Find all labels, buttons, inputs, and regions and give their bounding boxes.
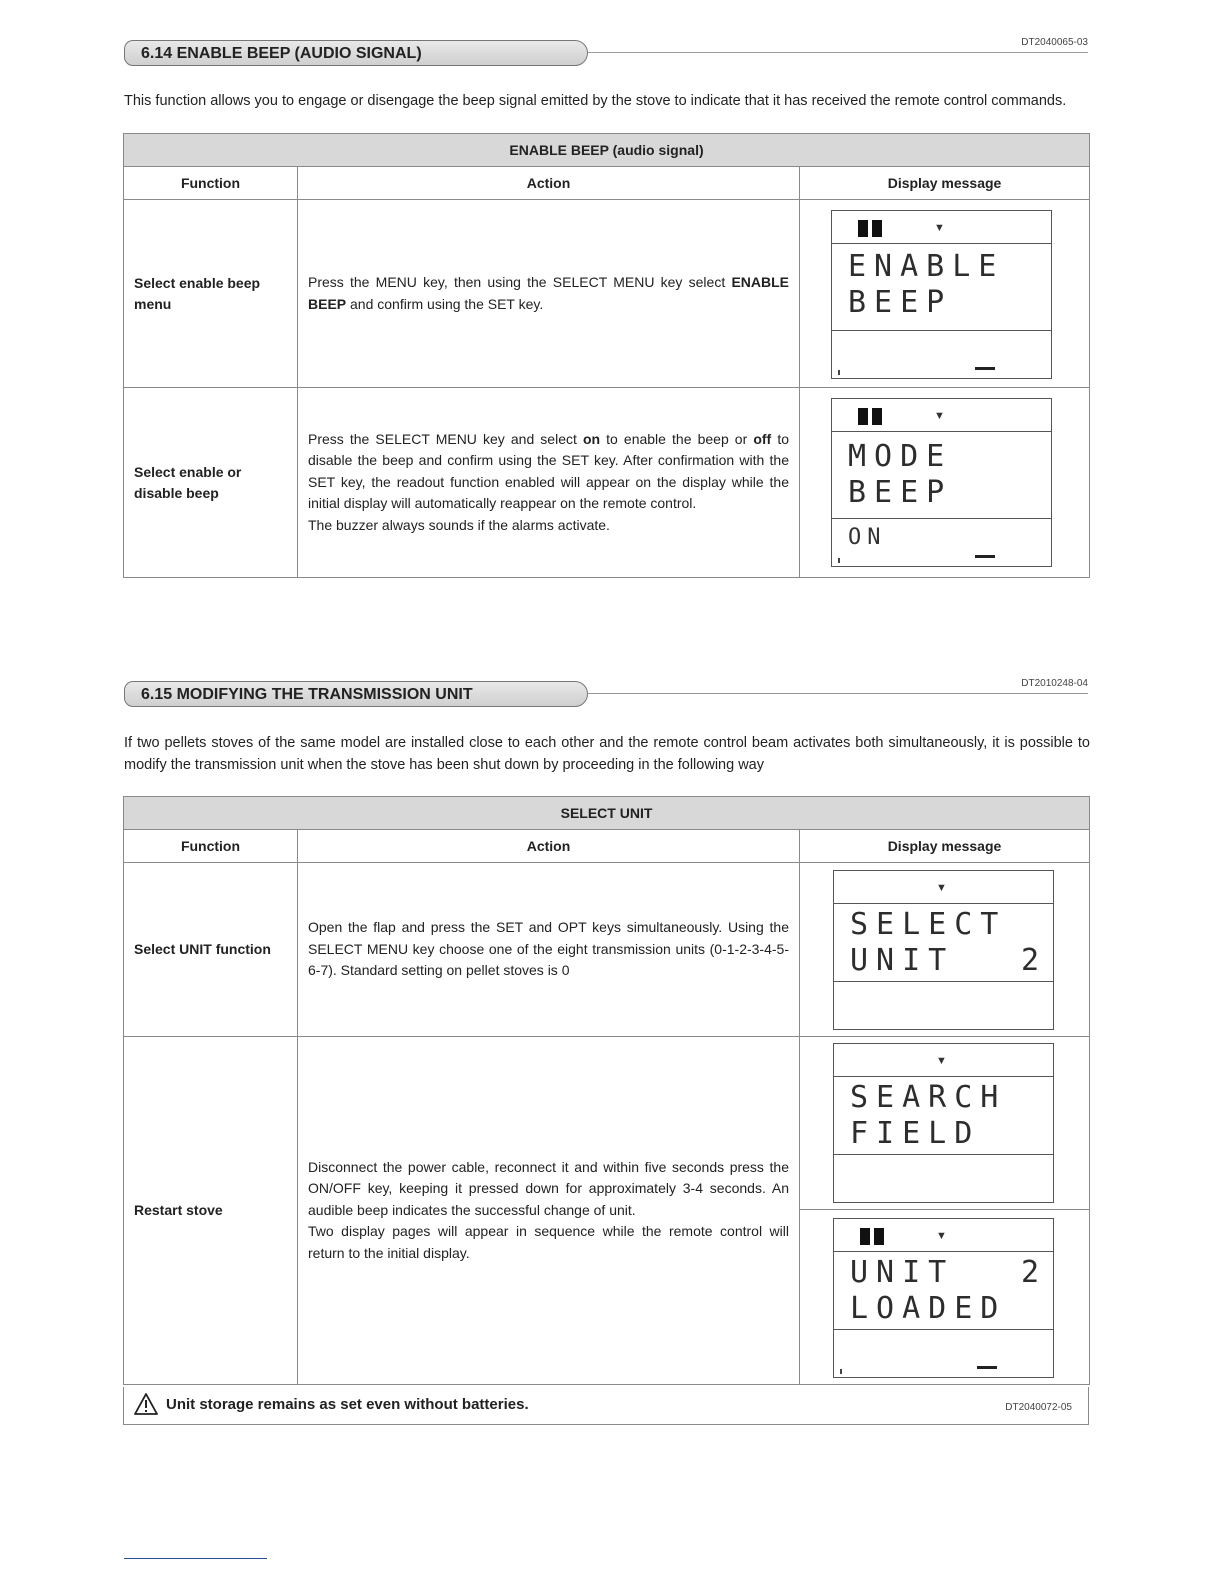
- section-intro: This function allows you to engage or disengage the beep signal emitted by the stove to indicate that it has received the remote control commands.: [124, 93, 1067, 109]
- figure-code: DT2040065-03: [1021, 37, 1088, 48]
- lcd-line-2: BEEP: [848, 285, 953, 320]
- battery-icon: [860, 1228, 888, 1248]
- column-header-action: Action: [298, 830, 800, 863]
- signal-dash-icon: [975, 367, 995, 370]
- function-cell: Select enable beep menu: [124, 200, 298, 388]
- column-header-display: Display message: [800, 830, 1090, 863]
- footer-rule: [124, 1558, 267, 1559]
- display-cell: [800, 388, 1090, 578]
- section-header-6-15: [124, 678, 1088, 711]
- display-cell: [800, 1037, 1090, 1385]
- signal-dash-icon: [977, 1366, 997, 1369]
- action-cell: Press the MENU key, then using the SELECT MENU key select ENABLE BEEP and confirm using the SET key.: [298, 200, 800, 388]
- enable-beep-table: [123, 133, 1090, 578]
- column-header-function: Function: [124, 830, 298, 863]
- lcd-line-1: UNIT: [850, 1255, 955, 1290]
- lcd-line-2: UNIT: [850, 943, 955, 978]
- signal-dash-icon: [975, 555, 995, 558]
- lcd-unit-value: 2: [1020, 943, 1039, 978]
- antenna-icon: ▼: [934, 222, 945, 234]
- section-title: 6.14 ENABLE BEEP (AUDIO SIGNAL): [124, 40, 588, 66]
- lcd-line-1: MODE: [848, 439, 953, 474]
- action-cell: Open the flap and press the SET and OPT keys simultaneously. Using the SELECT MENU key choose one of the eight transmission units (0-1-2-3-4-5-6-7). Standard setting on pellet stoves is 0: [298, 863, 800, 1037]
- table-row: [124, 388, 1090, 578]
- lcd-unit-value: 2: [1020, 1255, 1039, 1290]
- table-caption: SELECT UNIT: [124, 797, 1090, 830]
- figure-code: DT2040072-05: [1005, 1402, 1072, 1413]
- section-rule: [588, 693, 1088, 694]
- lcd-line-1: SEARCH: [850, 1080, 1007, 1115]
- lcd-display-loaded: [833, 1218, 1054, 1378]
- antenna-icon: ▼: [936, 1230, 947, 1242]
- column-header-display: Display message: [800, 167, 1090, 200]
- antenna-icon: ▼: [936, 1055, 947, 1067]
- footnote-text: Unit storage remains as set even without batteries.: [166, 1396, 529, 1413]
- warning-icon: [134, 1393, 158, 1415]
- function-cell: Select enable or disable beep: [124, 388, 298, 578]
- action-cell: Press the SELECT MENU key and select on to enable the beep or off to disable the beep and confirm using the SET key. After confirmation with the SET key, the readout function enabled will appear on the display while the initial display will automatically reappear on the remote control. The buzzer always sounds if the alarms activate.: [298, 388, 800, 578]
- antenna-icon: ▼: [934, 410, 945, 422]
- table-row: [124, 200, 1090, 388]
- lcd-line-2: LOADED: [850, 1291, 1007, 1326]
- display-cell: [800, 863, 1090, 1037]
- antenna-icon: ▼: [936, 882, 947, 894]
- lcd-line-2: FIELD: [850, 1116, 981, 1151]
- lcd-display: [831, 210, 1052, 379]
- display-cell: [800, 200, 1090, 388]
- section-rule: [588, 52, 1088, 53]
- lcd-bottom-value: ON: [848, 525, 887, 550]
- table-row: [124, 1037, 1090, 1385]
- select-unit-table: [123, 796, 1090, 1385]
- lcd-display-search: [833, 1043, 1054, 1203]
- section-intro: If two pellets stoves of the same model are installed close to each other and the remote control beam activates both simultaneously, it is possible to modify the transmission unit when the stove has been shut down by proceeding in the following way: [124, 735, 1090, 773]
- column-header-action: Action: [298, 167, 800, 200]
- lcd-line-1: ENABLE: [848, 249, 1005, 284]
- table-row: [124, 863, 1090, 1037]
- lcd-line-2: BEEP: [848, 475, 953, 510]
- lcd-display: [833, 870, 1054, 1030]
- battery-icon: [858, 408, 886, 428]
- section-header-6-14: [124, 37, 1088, 70]
- lcd-line-1: SELECT: [850, 907, 1007, 942]
- battery-icon: [858, 220, 886, 240]
- table-caption: ENABLE BEEP (audio signal): [124, 134, 1090, 167]
- section-title: 6.15 MODIFYING THE TRANSMISSION UNIT: [124, 681, 588, 707]
- figure-code: DT2010248-04: [1021, 678, 1088, 689]
- column-header-function: Function: [124, 167, 298, 200]
- function-cell: Restart stove: [124, 1037, 298, 1385]
- table-footnote: [123, 1387, 1089, 1425]
- lcd-display: [831, 398, 1052, 567]
- action-cell: Disconnect the power cable, reconnect it and within five seconds press the ON/OFF key, keeping it pressed down for approximately 3-4 seconds. An audible beep indicates the successful change of unit. Two display pages will appear in sequence while the remote control will return to the initial display.: [298, 1037, 800, 1385]
- function-cell: Select UNIT function: [124, 863, 298, 1037]
